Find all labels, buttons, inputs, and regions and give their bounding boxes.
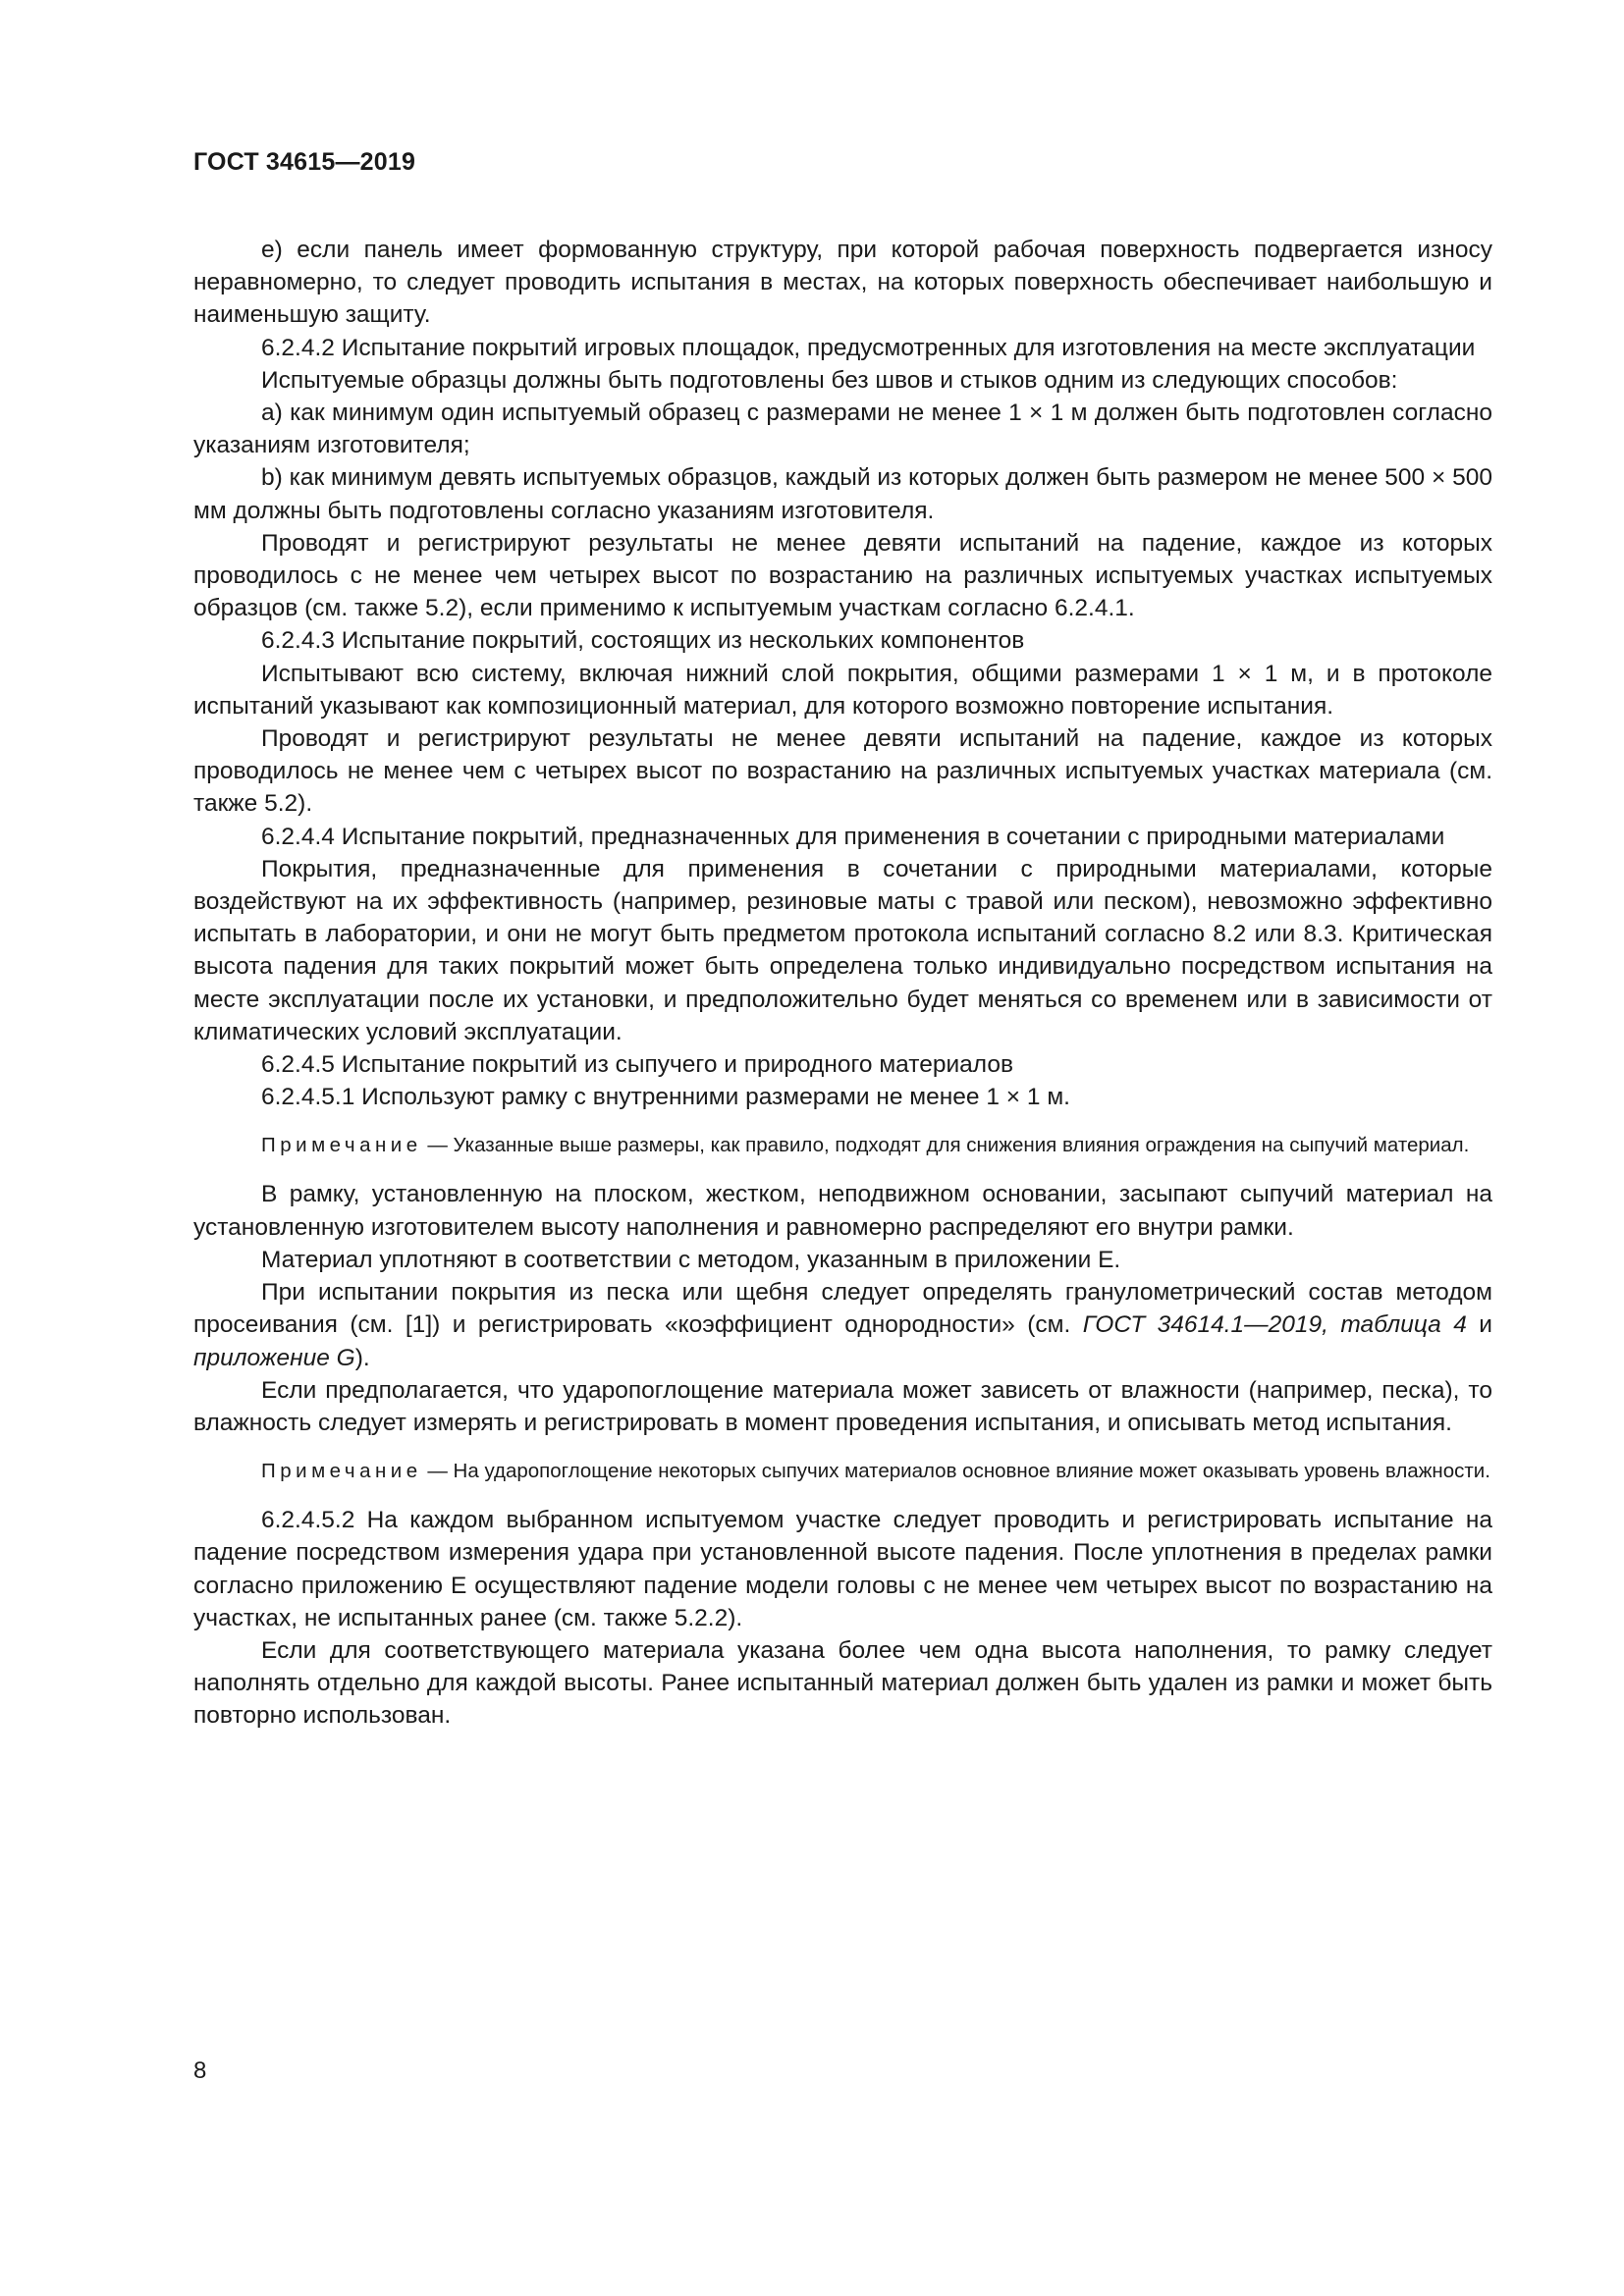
paragraph: Испытывают всю систему, включая нижний слой покрытия, общими размерами 1 × 1 м, и в протоколе испытаний указывают как композиционный материал, для которого возможно повторение испытания. — [193, 660, 1492, 720]
section-heading-6-2-4-5-2: 6.2.4.5.2 На каждом выбранном испытуемом участке следует проводить и регистрировать испытание на падение посредством измерения удара при установленной высоте падения. После уплотнения в пределах рамки согласно приложению Е осуществляют падение модели головы с не менее чем четырех высот по возрастанию на участках, не испытанных ранее (см. также 5.2.2). — [193, 1507, 1492, 1631]
appendix-reference: приложение G — [193, 1344, 355, 1371]
paragraph: Если для соответствующего материала указана более чем одна высота наполнения, то рамку следует наполнять отдельно для каждой высоты. Ранее испытанный материал должен быть удален из рамки и может быть повторно использован. — [193, 1636, 1492, 1730]
note-text: — Указанные выше размеры, как правило, подходят для снижения влияния ограждения на сыпучий материал. — [421, 1134, 1470, 1157]
paragraph-text: и — [1466, 1311, 1492, 1339]
document-header: ГОСТ 34615—2019 — [193, 148, 416, 176]
paragraph-text: ). — [354, 1344, 370, 1371]
paragraph-with-references — [193, 1276, 1492, 1374]
document-page — [193, 147, 1492, 1733]
paragraph: Материал уплотняют в соответствии с методом, указанным в приложении Е. — [261, 1246, 1121, 1273]
paragraph: Испытуемые образцы должны быть подготовлены без швов и стыков одним из следующих способов: — [261, 366, 1398, 394]
note-label: Примечание — [261, 1460, 422, 1483]
note-paragraph — [193, 1457, 1492, 1485]
note-label: Примечание — [261, 1134, 422, 1157]
paragraph-text: При испытании покрытия из песка или щебня следует определять гранулометрический состав методом просеивания (см. [1]) и регистрировать «коэффициент однородности» (см. — [193, 1279, 1492, 1339]
paragraph-item-a: а) как минимум один испытуемый образец с размерами не менее 1 × 1 м должен быть подготовлен согласно указаниям изготовителя; — [193, 400, 1492, 459]
section-heading-6-2-4-5: 6.2.4.5 Испытание покрытий из сыпучего и природного материалов — [261, 1051, 1013, 1079]
standard-reference: ГОСТ 34614.1—2019, таблица 4 — [1082, 1311, 1467, 1339]
section-heading-6-2-4-2: 6.2.4.2 Испытание покрытий игровых площадок, предусмотренных для изготовления на месте эксплуатации — [261, 334, 1476, 361]
note-text: — На ударопоглощение некоторых сыпучих материалов основное влияние может оказывать уровень влажности. — [421, 1460, 1490, 1483]
section-heading-6-2-4-5-1: 6.2.4.5.1 Используют рамку с внутренними размерами не менее 1 × 1 м. — [261, 1084, 1070, 1111]
paragraph: Проводят и регистрируют результаты не менее девяти испытаний на падение, каждое из которых проводилось с не менее чем четырех высот по возрастанию на различных испытуемых участках испытуемых образцов (см. также 5.2), если применимо к испытуемым участкам согласно 6.2.4.1. — [193, 529, 1492, 622]
page-number: 8 — [193, 2057, 207, 2084]
document-body — [193, 234, 1492, 1733]
paragraph: Если предполагается, что ударопоглощение материала может зависеть от влажности (например, песка), то влажность следует измерять и регистрировать в момент проведения испытания, и описывать метод испытания. — [193, 1376, 1492, 1436]
paragraph-item-b: b) как минимум девять испытуемых образцов, каждый из которых должен быть размером не менее 500 × 500 мм должны быть подготовлены согласно указаниям изготовителя. — [193, 464, 1492, 524]
section-heading-6-2-4-3: 6.2.4.3 Испытание покрытий, состоящих из нескольких компонентов — [261, 627, 1025, 655]
note-paragraph — [193, 1131, 1492, 1159]
paragraph-item-e: е) если панель имеет формованную структуру, при которой рабочая поверхность подвергается износу неравномерно, то следует проводить испытания в местах, на которых поверхность обеспечивает наибольшую и наименьшую защиту. — [193, 237, 1492, 329]
paragraph: Покрытия, предназначенные для применения в сочетании с природными материалами, которые воздействуют на их эффективность (например, резиновые маты с травой или песком), невозможно эффективно испытать в лаборатории, и они не могут быть предметом протокола испытаний согласно 8.2 или 8.3. Критическая высота падения для таких покрытий может быть определена только индивидуально посредством испытания на месте эксплуатации после их установки, и предположительно будет меняться со временем или в зависимости от климатических условий эксплуатации. — [193, 855, 1492, 1045]
section-heading-6-2-4-4: 6.2.4.4 Испытание покрытий, предназначенных для применения в сочетании с природными материалами — [261, 823, 1445, 850]
paragraph: В рамку, установленную на плоском, жестком, неподвижном основании, засыпают сыпучий материал на установленную изготовителем высоту наполнения и равномерно распределяют его внутри рамки. — [193, 1181, 1492, 1241]
paragraph: Проводят и регистрируют результаты не менее девяти испытаний на падение, каждое из которых проводилось не менее чем с четырех высот по возрастанию на различных испытуемых участках материала (см. также 5.2). — [193, 725, 1492, 818]
